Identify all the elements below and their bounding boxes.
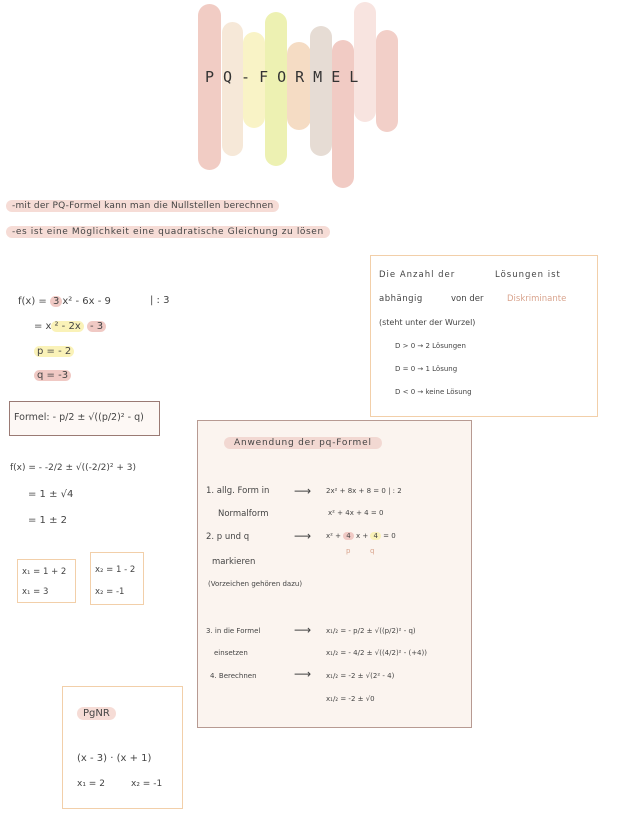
step-2a: 2. p und q <box>206 532 250 542</box>
example-function <box>18 296 111 307</box>
calc-line-1: f(x) = - -2/2 ± √((-2/2)² + 3) <box>10 463 136 473</box>
disc-case-2: D = 0 → 1 Lösung <box>395 365 458 373</box>
arrow-3: ⟶ <box>294 623 312 637</box>
arrow-1: ⟶ <box>294 484 312 498</box>
intro-line-1: -mit der PQ-Formel kann man die Nullstellen berechnen <box>6 200 279 212</box>
step-2-eq <box>326 532 396 540</box>
pgnr-x2: x₂ = -1 <box>131 779 163 789</box>
disc-line-1a: Die Anzahl der <box>379 270 456 280</box>
title-bar <box>198 4 221 170</box>
p-value: p = - 2 <box>34 346 74 357</box>
anwendung-title: Anwendung der pq-Formel <box>224 437 382 449</box>
page-title: PQ-FORMEL <box>205 68 368 86</box>
x1-calc: x₁ = 1 + 2 <box>22 567 67 577</box>
title-bar <box>310 26 332 156</box>
coefficient-a: 3 <box>50 296 62 307</box>
q-value: q = -3 <box>34 370 71 381</box>
step-2b: markieren <box>212 557 256 567</box>
x2-result: x₂ = -1 <box>95 587 125 597</box>
solution-x2-box <box>90 552 144 605</box>
normal-form-prefix: = x <box>34 321 52 332</box>
normal-form-p: ² - 2x <box>51 321 83 332</box>
formel-text: Formel: - p/2 ± √((p/2)² - q) <box>14 412 144 423</box>
x1-result: x₁ = 3 <box>22 587 49 597</box>
pgnr-title: PgNR <box>77 707 116 720</box>
function-rest: x² - 6x - 9 <box>62 296 111 307</box>
intro-line-2: -es ist eine Möglichkeit eine quadratische Gleichung zu lösen <box>6 226 330 238</box>
step-1-eq-2: x² + 4x + 4 = 0 <box>328 509 384 517</box>
disc-line-2b: von der <box>451 294 484 304</box>
pgnr-product: (x - 3) · (x + 1) <box>77 753 152 764</box>
disc-line-3: (steht unter der Wurzel) <box>379 318 476 327</box>
step-3-eq-2: x₁/₂ = - 4/2 ± √((4/2)² - (+4)) <box>326 649 427 657</box>
discriminant-box <box>370 255 598 417</box>
title-bar <box>354 2 376 122</box>
calc-line-2: = 1 ± √4 <box>28 489 74 500</box>
step-2-eq-post: = 0 <box>380 532 396 540</box>
x2-calc: x₂ = 1 - 2 <box>95 565 136 575</box>
p-label: p <box>346 547 351 555</box>
division-note: | : 3 <box>150 295 170 306</box>
title-bar <box>222 22 243 156</box>
step-2-eq-q: 4 <box>370 532 380 540</box>
normal-form <box>34 321 106 332</box>
step-3b: einsetzen <box>214 649 248 657</box>
step-1-eq-1: 2x² + 8x + 8 = 0 | : 2 <box>326 487 402 495</box>
step-3a: 3. in die Formel <box>206 627 261 635</box>
formel-box <box>9 401 160 436</box>
disc-case-1: D > 0 → 2 Lösungen <box>395 342 466 350</box>
disc-case-3: D < 0 → keine Lösung <box>395 388 472 396</box>
step-2-eq-p: 4 <box>343 532 353 540</box>
title-bar <box>265 12 287 166</box>
step-2c: (Vorzeichen gehören dazu) <box>208 580 303 588</box>
step-2-eq-pre: x² + <box>326 532 342 540</box>
pgnr-box <box>62 686 183 809</box>
step-4: 4. Berechnen <box>210 672 257 680</box>
title-bar <box>332 40 354 188</box>
calc-line-3: = 1 ± 2 <box>28 515 68 526</box>
arrow-2: ⟶ <box>294 529 312 543</box>
disc-line-1b: Lösungen ist <box>495 270 561 280</box>
disc-line-2c: Diskriminante <box>507 294 567 304</box>
disc-line-2a: abhängig <box>379 294 423 304</box>
arrow-4: ⟶ <box>294 667 312 681</box>
step-1b: Normalform <box>218 509 269 519</box>
step-4-eq-2: x₁/₂ = -2 ± √0 <box>326 695 375 703</box>
function-prefix: f(x) = <box>18 296 50 307</box>
step-3-eq-1: x₁/₂ = - p/2 ± √((p/2)² - q) <box>326 627 416 635</box>
pgnr-x1: x₁ = 2 <box>77 779 105 789</box>
q-label: q <box>370 547 375 555</box>
title-bar <box>287 42 311 130</box>
step-1a: 1. allg. Form in <box>206 486 270 496</box>
normal-form-q: - 3 <box>87 321 106 332</box>
step-4-eq-1: x₁/₂ = -2 ± √(2² - 4) <box>326 672 395 680</box>
step-2-eq-mid: x + <box>355 532 369 540</box>
anwendung-panel <box>197 420 472 728</box>
solution-x1-box <box>17 559 76 603</box>
